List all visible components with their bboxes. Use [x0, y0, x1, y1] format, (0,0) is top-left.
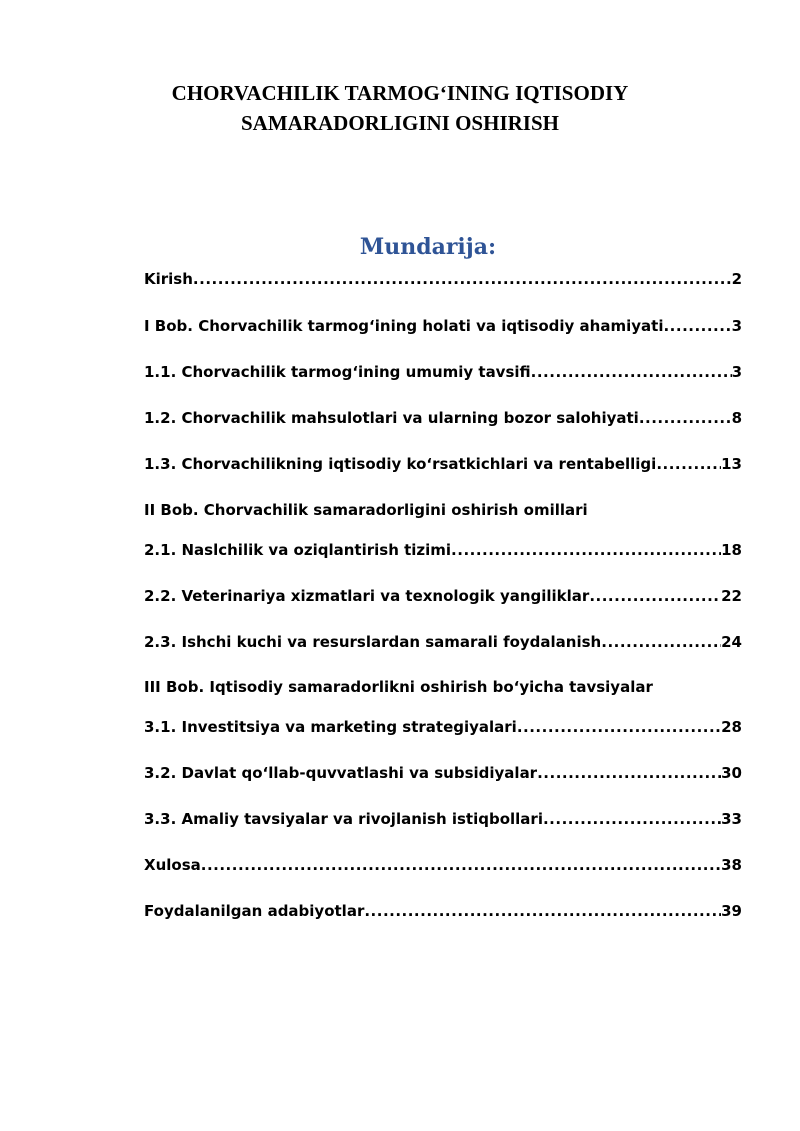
- toc-entry[interactable]: [144, 808, 742, 830]
- dot-leader: [451, 539, 721, 561]
- toc-entry-page: 8: [731, 409, 742, 427]
- toc-entry[interactable]: [144, 716, 742, 738]
- document-title: [100, 78, 700, 138]
- toc-entry[interactable]: [144, 900, 742, 922]
- toc-entry-label: Foydalanilgan adabiyotlar: [144, 902, 365, 920]
- toc-entry-page: 2: [731, 270, 742, 288]
- toc-entry-label: II Bob. Chorvachilik samaradorligini oshirish omillari: [144, 501, 588, 519]
- toc-entry-page: 18: [721, 541, 742, 559]
- document-title-line-2: SAMARADORLIGINI OSHIRISH: [241, 111, 559, 135]
- toc-heading: Mundarija:: [359, 234, 497, 260]
- toc-entry-label: 2.3. Ishchi kuchi va resurslardan samarali foydalanish: [144, 633, 602, 651]
- toc-entry-page: 24: [721, 633, 742, 651]
- toc-entry-page: 33: [721, 810, 742, 828]
- toc-entry-label: 2.1. Naslchilik va oziqlantirish tizimi: [144, 541, 452, 559]
- toc-entry-label: III Bob. Iqtisodiy samaradorlikni oshirish bo‘yicha tavsiyalar: [144, 678, 653, 696]
- toc-entry-page: 38: [721, 856, 742, 874]
- toc-entry-label: 1.3. Chorvachilikning iqtisodiy ko‘rsatkichlari va rentabelligi: [144, 455, 657, 473]
- dot-leader: [663, 315, 731, 337]
- dot-leader: [589, 585, 721, 607]
- dot-leader: [531, 361, 732, 383]
- toc-entry[interactable]: [144, 854, 742, 876]
- dot-leader: [517, 716, 721, 738]
- dot-leader: [537, 762, 721, 784]
- toc-entry-page: 30: [721, 764, 742, 782]
- toc-entry[interactable]: [144, 268, 742, 290]
- dot-leader: [656, 453, 721, 475]
- toc-entry-page: 3: [731, 317, 742, 335]
- dot-leader: [364, 900, 721, 922]
- toc-entry[interactable]: [144, 539, 742, 561]
- toc-entry-label: 1.2. Chorvachilik mahsulotlari va ularning bozor salohiyati: [144, 409, 639, 427]
- toc-entry[interactable]: [144, 631, 742, 653]
- toc-entry-label: Xulosa: [144, 856, 201, 874]
- toc-entry-label: 3.2. Davlat qo‘llab-quvvatlashi va subsidiyalar: [144, 764, 538, 782]
- toc-entry-label: 3.1. Investitsiya va marketing strategiyalari: [144, 718, 517, 736]
- toc-entry-label: Kirish: [144, 270, 193, 288]
- toc-entry[interactable]: [144, 407, 742, 429]
- dot-leader: [639, 407, 732, 429]
- toc-entry-page: 39: [721, 902, 742, 920]
- toc-entry-page: 13: [721, 455, 742, 473]
- toc-chapter-heading[interactable]: [144, 499, 742, 521]
- toc-entry-page: 22: [721, 587, 742, 605]
- toc-entry-label: I Bob. Chorvachilik tarmog‘ining holati va iqtisodiy ahamiyati: [144, 317, 664, 335]
- dot-leader: [201, 854, 721, 876]
- toc-entry-page: 28: [721, 718, 742, 736]
- toc-entry[interactable]: [144, 762, 742, 784]
- toc-chapter-heading[interactable]: [144, 676, 742, 698]
- document-title-line-1: CHORVACHILIK TARMOG‘INING IQTISODIY: [171, 81, 629, 105]
- toc-entry-label: 1.1. Chorvachilik tarmog‘ining umumiy tavsifi: [144, 363, 531, 381]
- toc-entry[interactable]: [144, 453, 742, 475]
- dot-leader: [543, 808, 721, 830]
- dot-leader: [193, 268, 732, 290]
- toc-entry-page: 3: [731, 363, 742, 381]
- toc-entry[interactable]: [144, 315, 742, 337]
- toc-entry-label: 2.2. Veterinariya xizmatlari va texnologik yangiliklar: [144, 587, 590, 605]
- toc-entry[interactable]: [144, 361, 742, 383]
- toc-entry-label: 3.3. Amaliy tavsiyalar va rivojlanish istiqbollari: [144, 810, 543, 828]
- toc-entry[interactable]: [144, 585, 742, 607]
- dot-leader: [601, 631, 721, 653]
